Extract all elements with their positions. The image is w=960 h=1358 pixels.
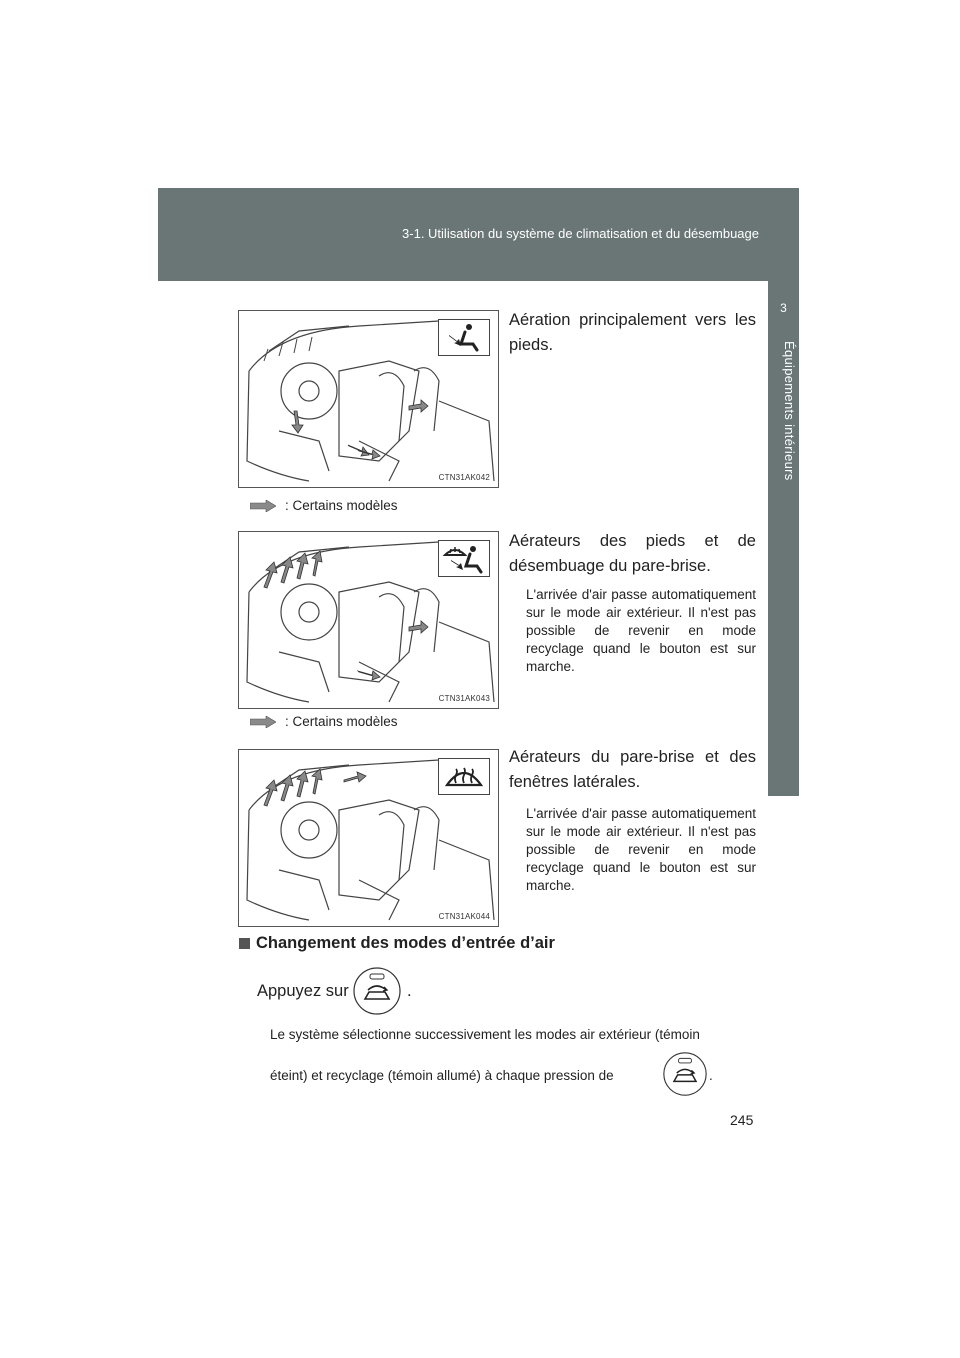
section-heading-text: Changement des modes d’entrée d’air <box>256 934 555 952</box>
press-suffix: . <box>407 982 412 1000</box>
note-some-models <box>250 714 398 729</box>
car-interior-figure-windshield <box>238 749 499 927</box>
feet-vent-icon <box>438 319 490 356</box>
body-text-line: Le système sélectionne successivement les modes air extérieur (témoin <box>270 1027 700 1042</box>
arrow-right-icon <box>250 716 276 728</box>
mode-title: Aérateurs des pieds et de désembuage du pare-brise. <box>509 532 756 575</box>
mode-title: Aération principalement vers les pieds. <box>509 311 756 354</box>
air-recirculation-icon <box>352 966 402 1021</box>
chapter-title: Équipements intérieurs <box>782 341 797 481</box>
note-some-models <box>250 498 398 513</box>
figure-code: CTN31AK042 <box>438 473 490 482</box>
section-title: 3-1. Utilisation du système de climatisation et du désembuage <box>402 226 759 241</box>
note-text: : Certains modèles <box>285 498 398 513</box>
body-text-line: éteint) et recyclage (témoin allumé) à chaque pression de <box>270 1068 614 1083</box>
mode-description: L'arrivée d'air passe automatiquement sur le mode air extérieur. Il n'est pas possible de revenir en mode recyclage quand le bouton est sur marche. <box>526 806 756 893</box>
feet-windshield-vent-icon <box>438 540 490 577</box>
arrow-right-icon <box>250 500 276 512</box>
windshield-defrost-icon <box>438 758 490 795</box>
mode-title: Aérateurs du pare-brise et des fenêtres latérales. <box>509 748 756 791</box>
mode-description: L'arrivée d'air passe automatiquement sur le mode air extérieur. Il n'est pas possible de revenir en mode recyclage quand le bouton est sur marche. <box>526 587 756 674</box>
page-number: 245 <box>730 1112 754 1128</box>
car-interior-figure-feet <box>238 310 499 488</box>
air-recirculation-icon <box>662 1051 708 1102</box>
note-text: : Certains modèles <box>285 714 398 729</box>
square-bullet-icon <box>239 938 250 949</box>
press-instruction: Appuyez sur <box>257 982 349 1000</box>
chapter-number: 3 <box>780 301 787 315</box>
body-suffix: . <box>709 1068 713 1083</box>
chapter-tab <box>768 281 799 796</box>
figure-code: CTN31AK044 <box>438 912 490 921</box>
car-interior-figure-feet-windshield <box>238 531 499 709</box>
figure-code: CTN31AK043 <box>438 694 490 703</box>
section-heading <box>239 934 555 953</box>
header-band <box>158 188 799 281</box>
